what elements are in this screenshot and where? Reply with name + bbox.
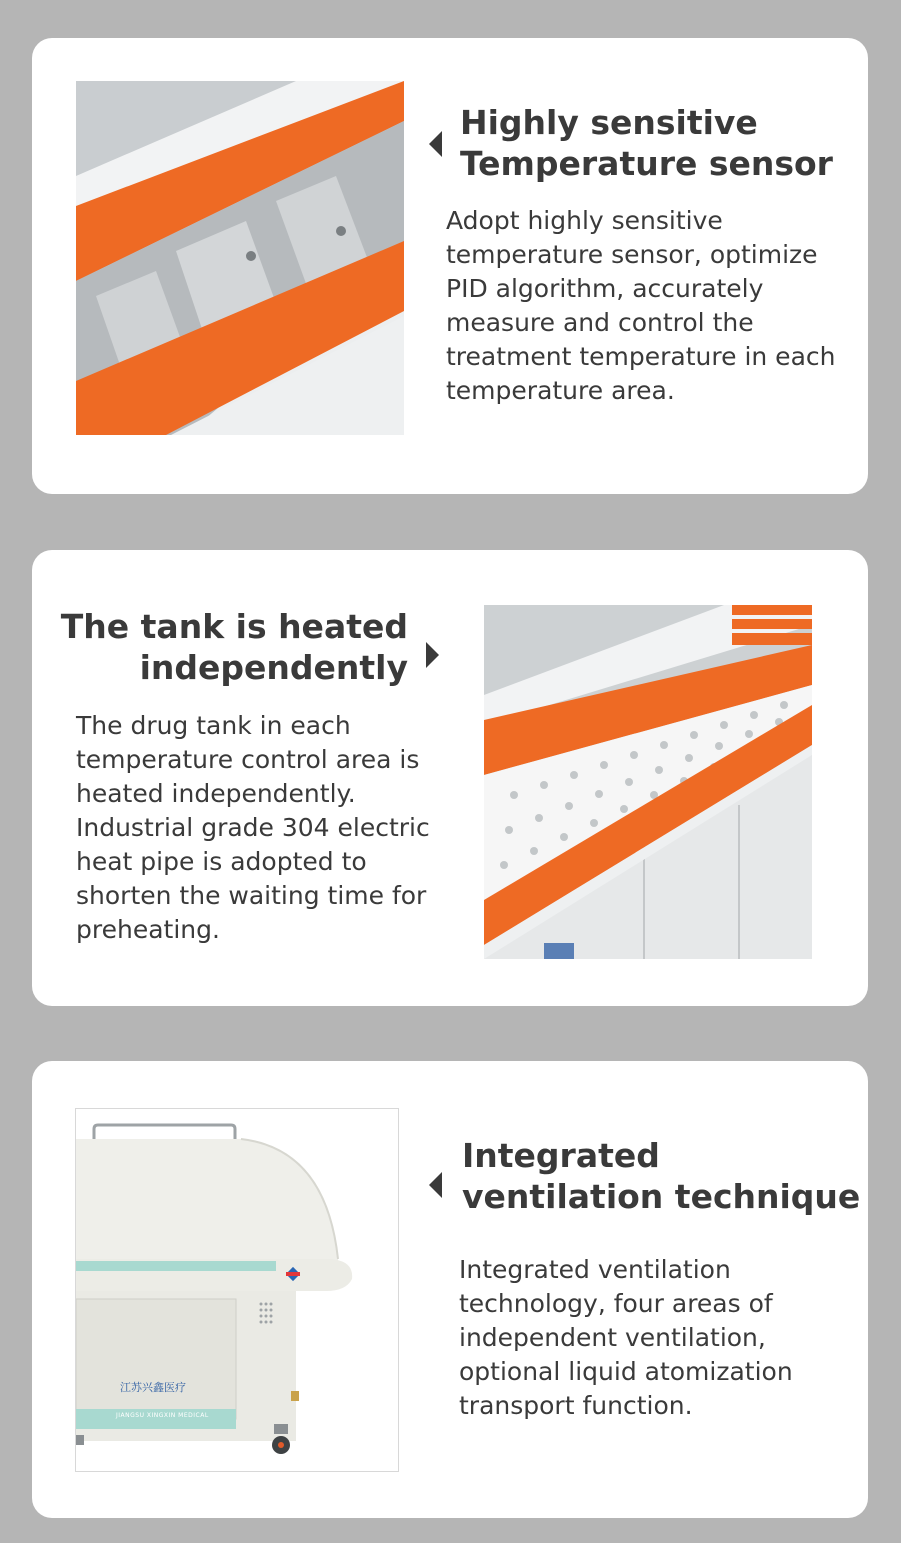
feature-card-temperature-sensor [32,38,868,494]
fumigation-bed-photo [75,1108,399,1472]
section-heading: The tank is heated independently [60,607,408,687]
arrow-right-icon [426,642,439,668]
arrow-left-icon [429,1172,442,1198]
brand-logo-text: 江苏兴鑫医疗 [120,1381,186,1394]
section-heading: Highly sensitive Temperature sensor [460,103,833,183]
temperature-sensor-photo [76,81,404,435]
arrow-left-icon [429,131,442,157]
section-description: The drug tank in each temperature control area is heated independently. Industrial grade 304 electric heat pipe is adopted to shorten the waiting time for preheating. [76,711,430,944]
feature-card-ventilation [32,1061,868,1518]
section-description: Integrated ventilation technology, four areas of independent ventilation, optional liquid atomization transport function. [459,1255,793,1420]
section-description: Adopt highly sensitive temperature sensor, optimize PID algorithm, accurately measure and control the treatment temperature in each temperature area. [446,206,836,405]
section-heading: Integrated ventilation technique [462,1136,861,1216]
feature-card-independent-heating [32,550,868,1006]
brand-logo-subtext: JIANGSU XINGXIN MEDICAL [116,1412,209,1419]
heated-tank-photo [484,605,812,959]
